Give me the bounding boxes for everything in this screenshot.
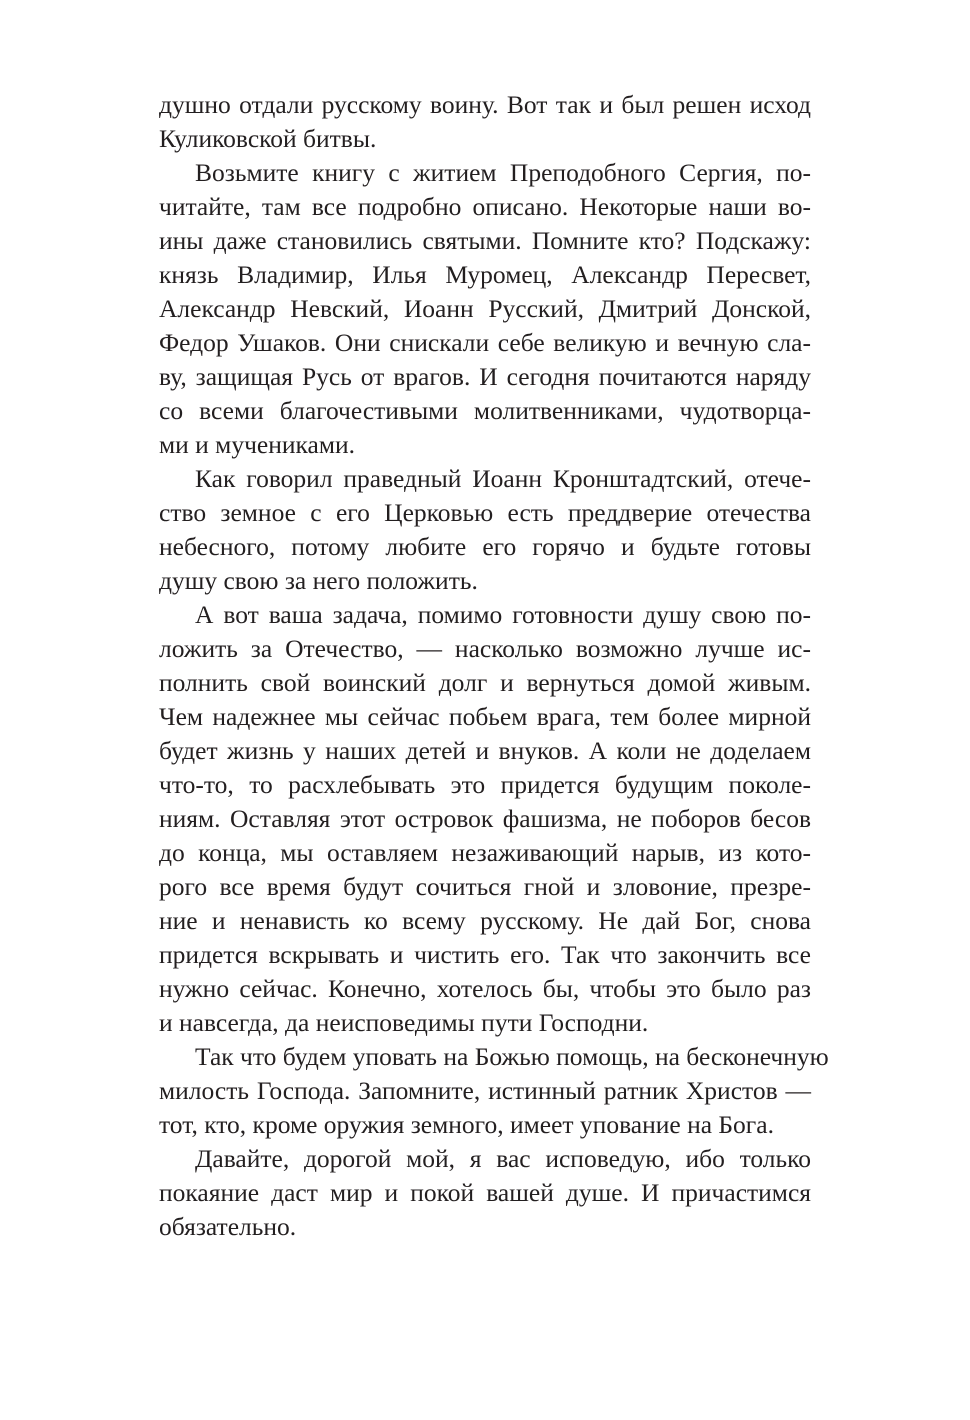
text-line: душу свою за него положить. <box>159 566 478 595</box>
text-line: и навсегда, да неисповедимы пути Господни. <box>159 1008 649 1037</box>
text-line: нужно сейчас. Конечно, хотелось бы, чтобы это было раз <box>159 974 811 1003</box>
text-line: обязательно. <box>159 1212 297 1241</box>
text-line: душно отдали русскому воину. Вот так и был решен исход <box>159 90 811 119</box>
text-line: полнить свой воинский долг и вернуться домой живым. <box>159 668 811 697</box>
text-line: покаяние даст мир и покой вашей душе. И причастимся <box>159 1178 811 1207</box>
page-body <box>159 88 829 1244</box>
text-line: ины даже становились святыми. Помните кто? Подскажу: <box>159 226 811 255</box>
text-line: Федор Ушаков. Они снискали себе великую и вечную сла- <box>159 328 811 357</box>
text-line: тот, кто, кроме оружия земного, имеет упование на Бога. <box>159 1110 774 1139</box>
text-line: ву, защищая Русь от врагов. И сегодня почитаются наряду <box>159 362 811 391</box>
text-line: ство земное с его Церковью есть преддверие отечества <box>159 498 811 527</box>
text-line: ми и мучениками. <box>159 430 355 459</box>
text-line: будет жизнь у наших детей и внуков. А коли не доделаем <box>159 736 811 765</box>
text-line: Чем надежнее мы сейчас побьем врага, тем более мирной <box>159 702 811 731</box>
text-line: Александр Невский, Иоанн Русский, Дмитрий Донской, <box>159 294 811 323</box>
text-line: со всеми благочестивыми молитвенниками, чудотворца- <box>159 396 811 425</box>
text-line: Возьмите книгу с житием Преподобного Сергия, по- <box>195 158 811 187</box>
text-line: Куликовской битвы. <box>159 124 377 153</box>
text-line: Как говорил праведный Иоанн Кронштадтский, отече- <box>195 464 811 493</box>
text-line: до конца, мы оставляем незаживающий нарыв, из кото- <box>159 838 811 867</box>
text-line: Так что будем уповать на Божью помощь, на бесконечную <box>195 1042 829 1071</box>
text-line: ние и ненависть ко всему русскому. Не дай Бог, снова <box>159 906 811 935</box>
text-line: рого все время будут сочиться гной и зловоние, презре- <box>159 872 811 901</box>
text-line: ниям. Оставляя этот островок фашизма, не поборов бесов <box>159 804 811 833</box>
text-line: читайте, там все подробно описано. Некоторые наши во- <box>159 192 811 221</box>
text-line: что-то, то расхлебывать это придется будущим поколе- <box>159 770 811 799</box>
text-line: А вот ваша задача, помимо готовности душу свою по- <box>195 600 811 629</box>
text-line: князь Владимир, Илья Муромец, Александр Пересвет, <box>159 260 811 289</box>
text-line: ложить за Отечество, — насколько возможно лучше ис- <box>159 634 811 663</box>
text-line: небесного, потому любите его горячо и будьте готовы <box>159 532 811 561</box>
text-line: милость Господа. Запомните, истинный ратник Христов — <box>159 1076 811 1105</box>
text-line: Давайте, дорогой мой, я вас исповедую, ибо только <box>195 1144 811 1173</box>
text-line: придется вскрывать и чистить его. Так что закончить все <box>159 940 811 969</box>
